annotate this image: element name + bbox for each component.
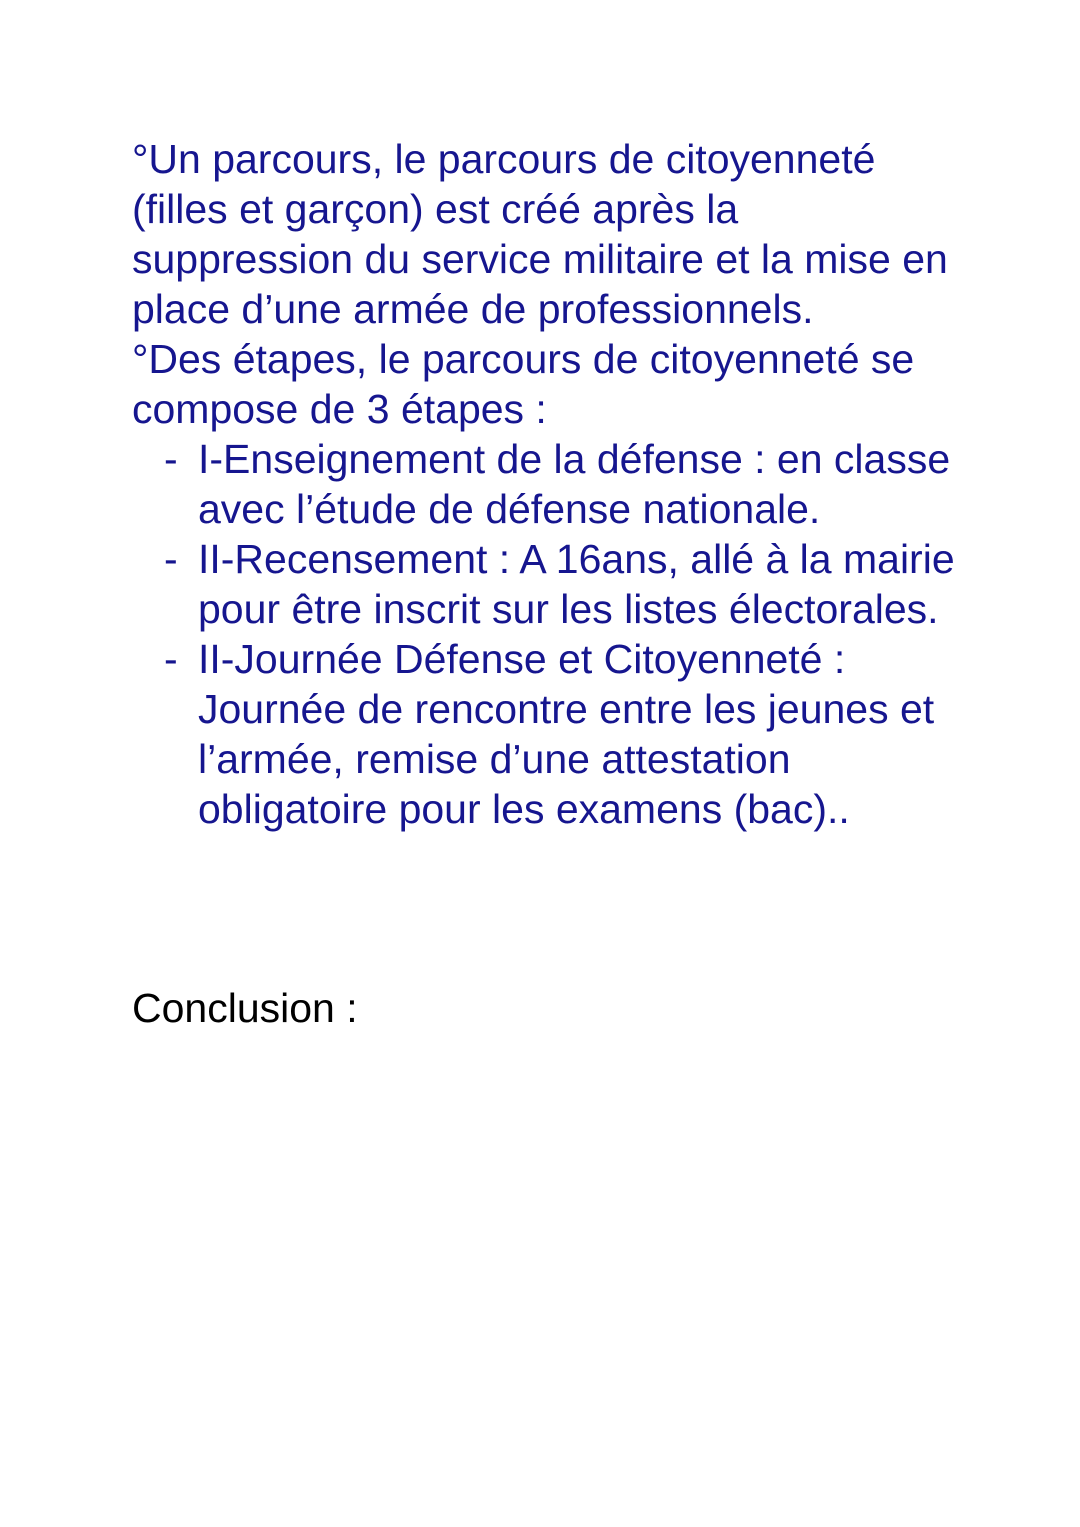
bullet-dash: - [164, 536, 178, 582]
step-text: I-Enseignement de la défense : en classe avec l’étude de défense nationale. [198, 436, 951, 532]
step-text: II-Journée Défense et Citoyenneté : Journée de rencontre entre les jeunes et l’armée, remise d’une attestation obligatoire pour les examens (bac).. [198, 636, 935, 832]
steps-intro-paragraph: °Des étapes, le parcours de citoyenneté se compose de 3 étapes : [132, 336, 915, 432]
bullet-dash: - [164, 636, 178, 682]
intro-paragraph: °Un parcours, le parcours de citoyenneté (filles et garçon) est créé après la suppression du service militaire et la mise en place d’une armée de professionnels. [132, 136, 948, 332]
conclusion-heading: Conclusion : [132, 985, 358, 1031]
list-item [132, 634, 962, 834]
step-text: II-Recensement : A 16ans, allé à la mairie pour être inscrit sur les listes électorales. [198, 536, 955, 632]
list-item [132, 534, 962, 634]
list-item [132, 434, 962, 534]
steps-list [132, 434, 962, 834]
bullet-dash: - [164, 436, 178, 482]
